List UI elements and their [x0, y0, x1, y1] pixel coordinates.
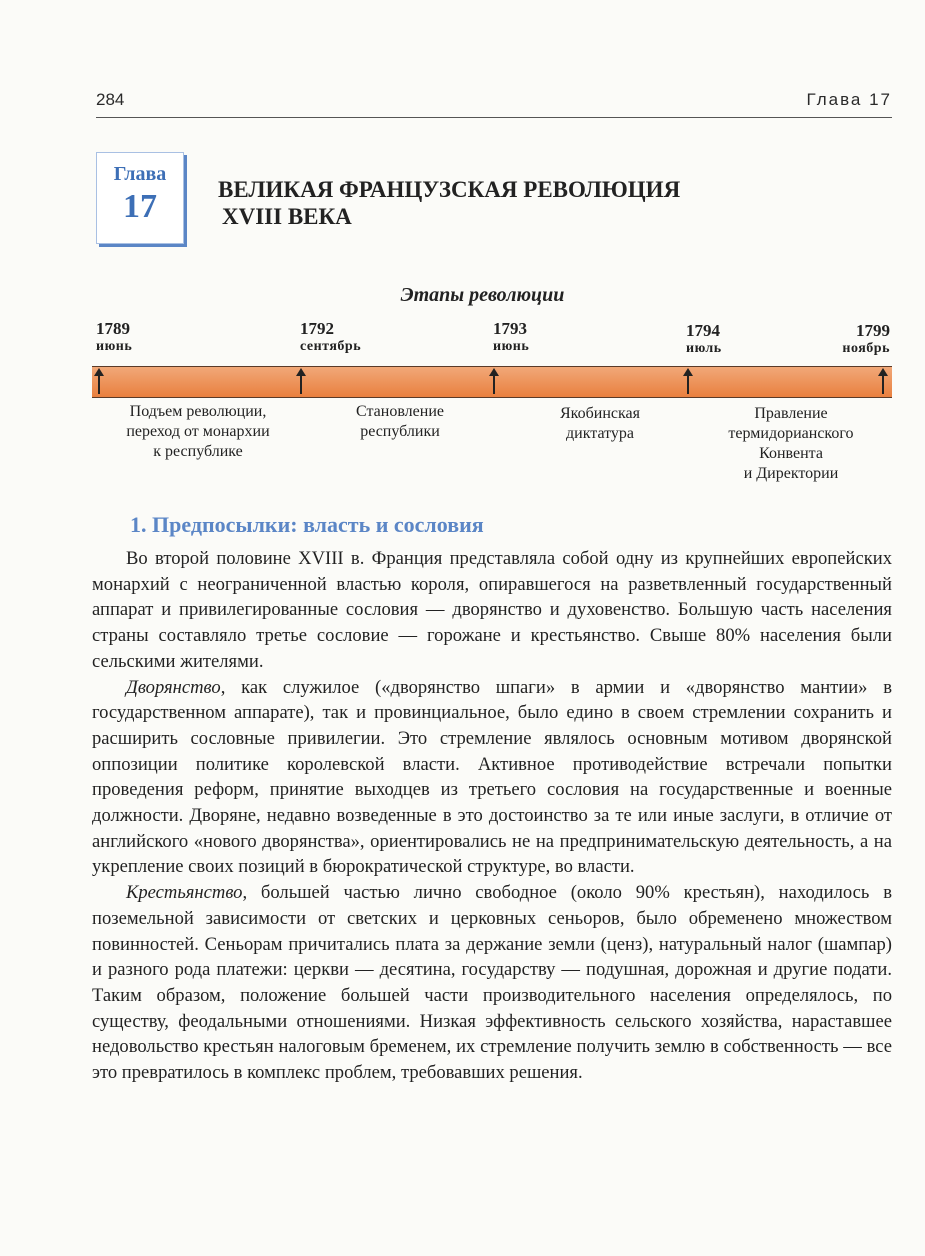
timeline-date-month: июль	[686, 341, 722, 356]
paragraph-lead-term: Дворянство	[126, 676, 221, 698]
timeline-arrow-icon	[98, 370, 100, 394]
period-line: Конвента	[759, 445, 823, 462]
timeline-date	[96, 320, 132, 356]
timeline-arrow-icon	[300, 370, 302, 394]
period-line: к республике	[153, 443, 243, 460]
running-title: Глава 17	[806, 90, 892, 109]
period-line: диктатура	[565, 425, 635, 442]
paragraph	[92, 675, 892, 881]
period-line: переход от монархии	[126, 423, 270, 440]
timeline-date-month: ноябрь	[842, 341, 890, 356]
chapter-badge-number: 17	[123, 188, 157, 225]
timeline-arrow-icon	[687, 370, 689, 394]
timeline-date	[300, 320, 361, 356]
period-line: термидорианского	[728, 425, 854, 442]
chapter-badge-word: Глава	[113, 163, 167, 185]
timeline-date	[493, 320, 529, 356]
period-line: Подъем революции,	[129, 403, 267, 420]
timeline-date-year: 1789	[96, 319, 130, 338]
timeline-period	[320, 402, 480, 442]
timeline-date-year: 1799	[856, 321, 890, 340]
timeline-date-year: 1794	[686, 321, 720, 340]
body-text	[92, 546, 892, 1086]
timeline-date	[842, 322, 890, 358]
chapter-badge	[96, 152, 184, 244]
timeline-date-month: сентябрь	[300, 339, 362, 354]
chapter-title-line1: ВЕЛИКАЯ ФРАНЦУЗСКАЯ РЕВОЛЮЦИЯ	[218, 177, 681, 202]
period-line: Правление	[754, 405, 828, 422]
timeline-arrow-icon	[493, 370, 495, 394]
timeline-date-year: 1792	[300, 319, 334, 338]
section-heading: 1. Предпосылки: власть и сословия	[130, 512, 484, 537]
timeline-date	[686, 322, 722, 358]
timeline-arrow-icon	[882, 370, 884, 394]
timeline-title: Этапы революции	[400, 284, 565, 306]
paragraph-text: , как служилое («дворянство шпаги» в армии и «дворянство мантии» в государственном аппарате), так и провинциальное, было едино в своем стремлении сохранить и расширить сословные привилегии. Это стремление являлось основным мотивом дворянской оппозиции политике королевской власти. Активное противодействие встречали попытки проведения реформ, принятие выходцев из третьего сословия на государственные и военные должности. Дворяне, недавно возведенные в это достоинство за те или иные заслуги, в отличие от английского «нового дворянства», ориентировались не на предпринимательскую деятельность, а на укрепление своих позиций в бюрократической структуре, во власти.	[92, 676, 892, 878]
running-head	[96, 90, 892, 112]
timeline-period	[92, 402, 304, 462]
header-rule	[96, 117, 892, 118]
chapter-title-line2: XVIII ВЕКА	[222, 204, 352, 229]
chapter-title	[218, 176, 818, 230]
period-line: и Директории	[743, 465, 839, 482]
timeline-period	[520, 404, 680, 444]
timeline-date-month: июнь	[493, 339, 530, 354]
period-line: республики	[360, 423, 440, 440]
timeline-bar	[92, 366, 892, 398]
timeline-date-year: 1793	[493, 319, 527, 338]
page-number: 284	[96, 90, 125, 109]
paragraph-text: Во второй половине XVIII в. Франция представляла собой одну из крупнейших европейских монархий с неограниченной властью короля, опиравшегося на разветвленный государственный аппарат и привилегированные сословия — дворянство и духовенство. Большую часть населения страны составляло третье сословие — горожане и крестьянство. Свыше 80% населения были сельскими жителями.	[92, 548, 892, 672]
paragraph	[92, 546, 892, 675]
paragraph	[92, 880, 892, 1086]
period-line: Якобинская	[560, 405, 640, 422]
period-line: Становление	[356, 403, 444, 420]
timeline-date-month: июнь	[96, 339, 133, 354]
paragraph-lead-term: Крестьянство	[126, 882, 243, 904]
paragraph-text: , большей частью лично свободное (около 90% крестьян), находилось в поземельной зависимости от светских и церковных сеньоров, было обременено множеством повинностей. Сеньорам причитались плата за держание земли (ценз), натуральный налог (шампар) и разного рода платежи: церкви — десятина, государству — подушная, дорожная и другие подати. Таким образом, положение большей части производительного населения определялось, по существу, феодальными отношениями. Низкая эффективность сельского хозяйства, нараставшее недовольство крестьян налоговым бременем, их стремление получить землю в собственность — все это превратилось в комплекс проблем, требовавших решения.	[92, 882, 892, 1084]
timeline-period	[696, 404, 886, 484]
